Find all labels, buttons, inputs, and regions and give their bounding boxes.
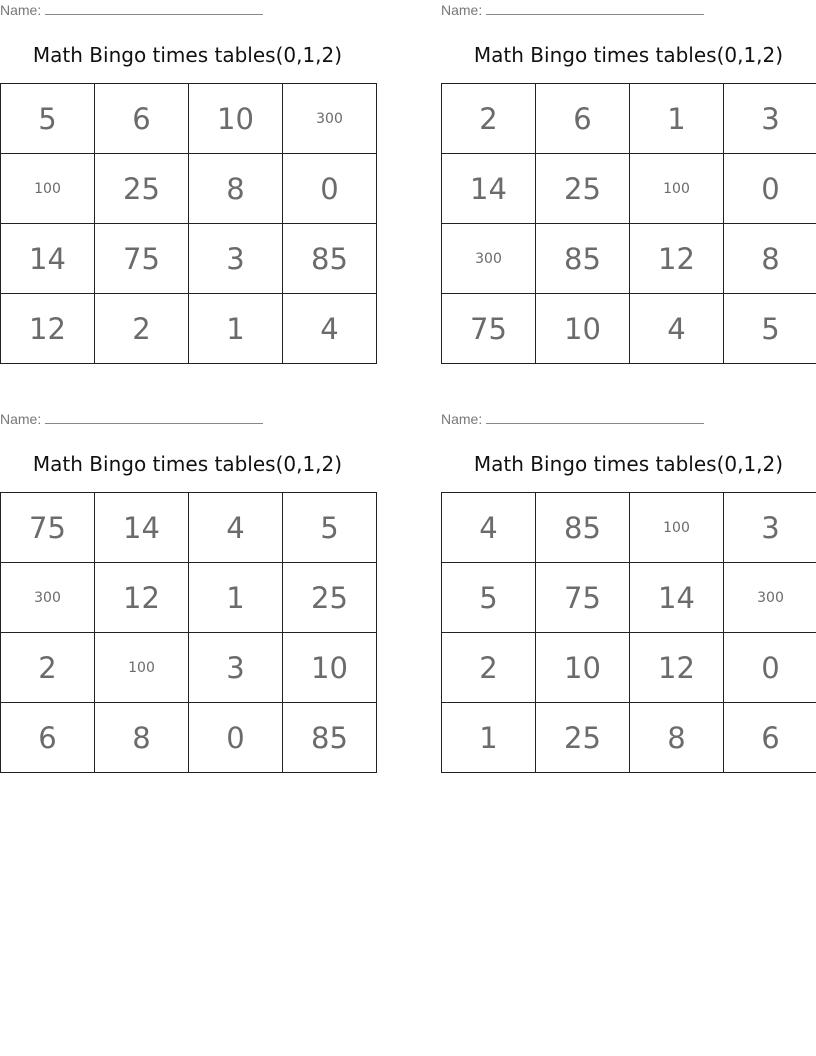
grid-row — [442, 294, 816, 364]
grid-row — [1, 294, 377, 364]
name-blank — [486, 2, 704, 15]
grid-cell: 14 — [630, 563, 724, 633]
grid-cell: 85 — [283, 224, 377, 294]
grid-cell: 14 — [1, 224, 95, 294]
grid-cell: 300 — [442, 224, 536, 294]
grid-cell: 100 — [95, 633, 189, 703]
grid-cell: 3 — [189, 633, 283, 703]
grid-row — [442, 493, 816, 563]
grid-row — [1, 154, 377, 224]
name-line — [441, 2, 704, 18]
grid-cell: 3 — [189, 224, 283, 294]
name-label: Name: — [441, 411, 483, 427]
grid-cell: 300 — [724, 563, 816, 633]
grid-row — [1, 493, 377, 563]
grid-cell: 75 — [95, 224, 189, 294]
grid-cell: 1 — [442, 703, 536, 773]
bingo-grid — [0, 83, 377, 364]
grid-cell: 0 — [283, 154, 377, 224]
bingo-card-4 — [441, 409, 816, 774]
bingo-grid — [441, 83, 816, 364]
grid-cell: 12 — [630, 633, 724, 703]
grid-cell: 2 — [95, 294, 189, 364]
grid-cell: 300 — [1, 563, 95, 633]
grid-cell: 4 — [283, 294, 377, 364]
grid-row — [442, 563, 816, 633]
card-title: Math Bingo times tables(0,1,2) — [473, 452, 784, 476]
grid-cell: 85 — [536, 224, 630, 294]
grid-row — [1, 703, 377, 773]
grid-cell: 100 — [630, 154, 724, 224]
grid-cell: 25 — [536, 703, 630, 773]
grid-cell: 5 — [1, 84, 95, 154]
grid-cell: 2 — [1, 633, 95, 703]
bingo-grid — [0, 492, 377, 773]
grid-cell: 6 — [724, 703, 816, 773]
grid-row — [442, 84, 816, 154]
grid-cell: 85 — [283, 703, 377, 773]
grid-cell: 10 — [536, 294, 630, 364]
grid-cell: 5 — [442, 563, 536, 633]
grid-cell: 8 — [189, 154, 283, 224]
name-label: Name: — [441, 2, 483, 18]
grid-row — [1, 224, 377, 294]
bingo-card-2 — [441, 0, 816, 365]
grid-cell: 6 — [95, 84, 189, 154]
grid-row — [442, 703, 816, 773]
grid-cell: 0 — [189, 703, 283, 773]
grid-cell: 2 — [442, 84, 536, 154]
grid-cell: 4 — [442, 493, 536, 563]
grid-cell: 25 — [95, 154, 189, 224]
grid-cell: 12 — [1, 294, 95, 364]
grid-cell: 1 — [189, 563, 283, 633]
grid-cell: 14 — [442, 154, 536, 224]
grid-cell: 100 — [630, 493, 724, 563]
name-label: Name: — [0, 411, 42, 427]
grid-cell: 10 — [189, 84, 283, 154]
grid-row — [1, 633, 377, 703]
grid-cell: 75 — [1, 493, 95, 563]
grid-cell: 8 — [724, 224, 816, 294]
name-label: Name: — [0, 2, 42, 18]
bingo-grid — [441, 492, 816, 773]
grid-cell: 12 — [630, 224, 724, 294]
card-title: Math Bingo times tables(0,1,2) — [32, 43, 343, 67]
grid-row — [442, 633, 816, 703]
grid-cell: 3 — [724, 493, 816, 563]
grid-cell: 1 — [189, 294, 283, 364]
bingo-card-3 — [0, 409, 375, 774]
grid-cell: 75 — [536, 563, 630, 633]
card-title: Math Bingo times tables(0,1,2) — [473, 43, 784, 67]
name-blank — [45, 411, 263, 424]
name-blank — [486, 411, 704, 424]
grid-cell: 85 — [536, 493, 630, 563]
grid-cell: 3 — [724, 84, 816, 154]
grid-cell: 5 — [283, 493, 377, 563]
grid-cell: 8 — [630, 703, 724, 773]
grid-cell: 4 — [630, 294, 724, 364]
grid-row — [442, 154, 816, 224]
grid-cell: 14 — [95, 493, 189, 563]
name-line — [0, 2, 263, 18]
grid-row — [1, 563, 377, 633]
name-blank — [45, 2, 263, 15]
grid-cell: 25 — [536, 154, 630, 224]
grid-cell: 5 — [724, 294, 816, 364]
name-line — [0, 411, 263, 427]
grid-cell: 2 — [442, 633, 536, 703]
grid-cell: 6 — [536, 84, 630, 154]
grid-row — [1, 84, 377, 154]
grid-cell: 75 — [442, 294, 536, 364]
grid-cell: 4 — [189, 493, 283, 563]
name-line — [441, 411, 704, 427]
card-title: Math Bingo times tables(0,1,2) — [32, 452, 343, 476]
grid-cell: 0 — [724, 154, 816, 224]
grid-cell: 100 — [1, 154, 95, 224]
grid-cell: 8 — [95, 703, 189, 773]
grid-cell: 10 — [536, 633, 630, 703]
grid-cell: 10 — [283, 633, 377, 703]
grid-row — [442, 224, 816, 294]
grid-cell: 0 — [724, 633, 816, 703]
bingo-card-1 — [0, 0, 375, 365]
grid-cell: 1 — [630, 84, 724, 154]
grid-cell: 12 — [95, 563, 189, 633]
grid-cell: 6 — [1, 703, 95, 773]
grid-cell: 300 — [283, 84, 377, 154]
grid-cell: 25 — [283, 563, 377, 633]
